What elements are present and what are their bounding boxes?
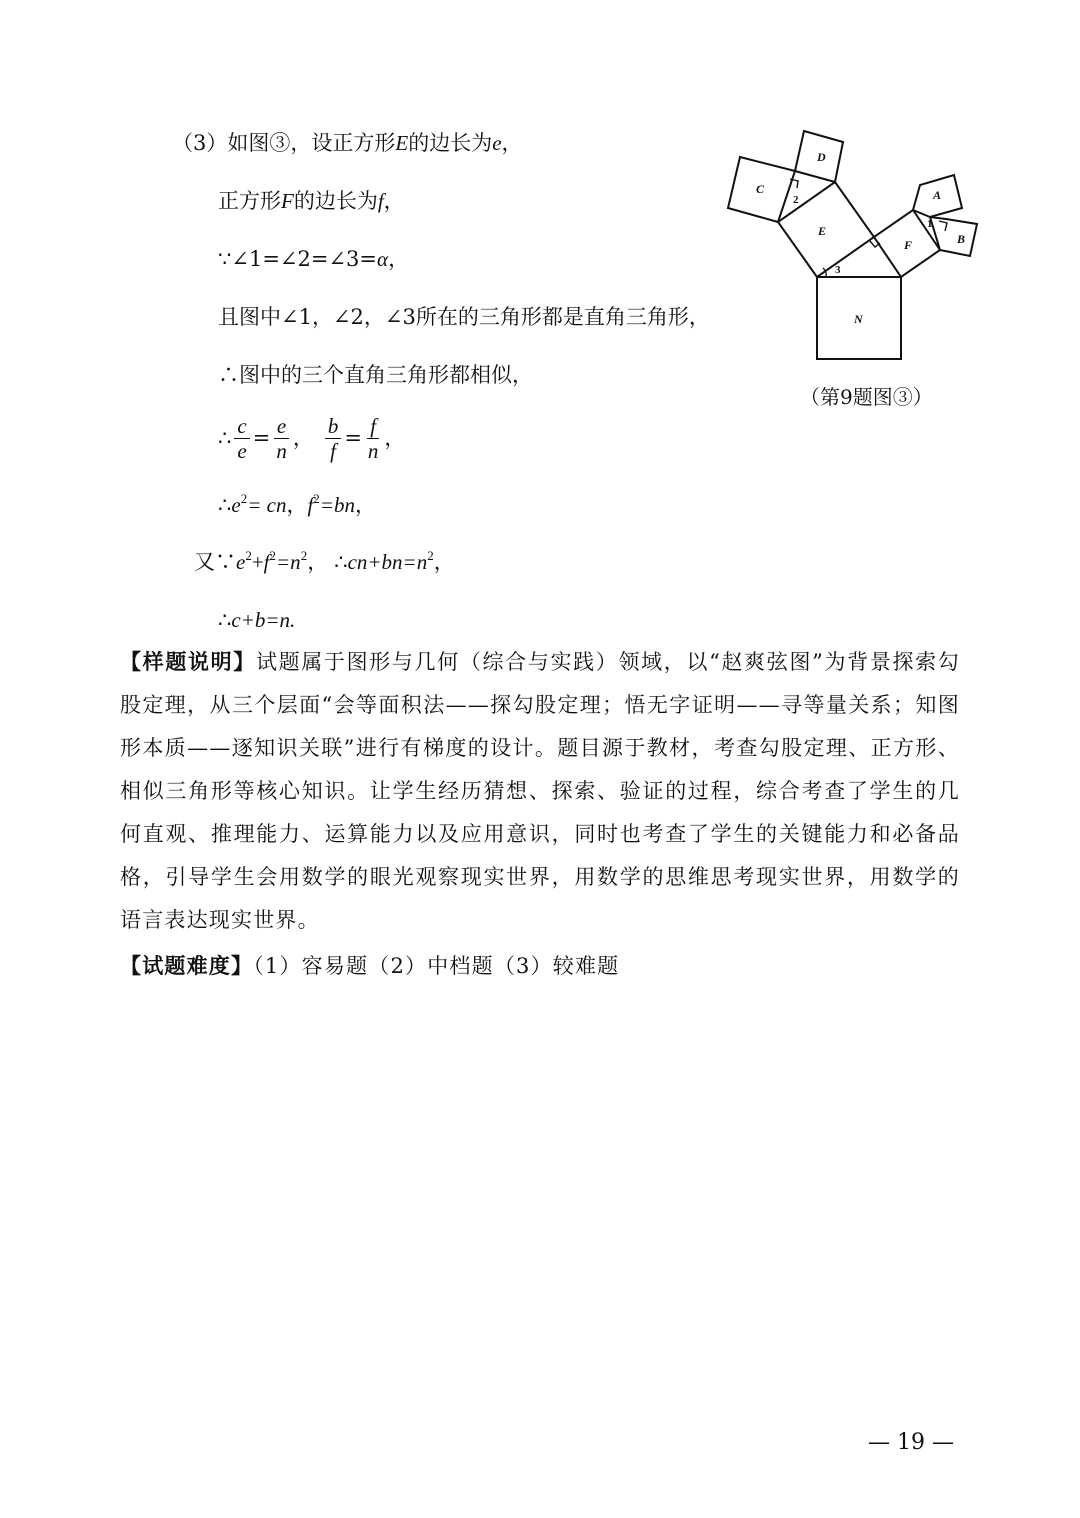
fraction-e-over-n: $\frac{e}{n}$: [273, 414, 290, 463]
sample-note-title: 【样题说明】: [120, 650, 256, 674]
difficulty-text: （1）容易题（2）中档题（3）较难题: [253, 954, 620, 978]
sample-note-paragraph: [120, 641, 960, 942]
label-e: E: [818, 224, 827, 238]
solution-line-9: ∴c+b=n.: [218, 608, 296, 632]
solution-line-5: ∴图中的三个直角三角形都相似，: [218, 363, 533, 387]
solution-line-7: $\therefore e^2=$ cn，$f^2=bn$，: [218, 491, 376, 517]
figure-caption: （第9题图③）: [800, 385, 933, 409]
fraction-c-over-e: $\frac{c}{e}$: [234, 414, 249, 463]
angle-label-1: 1: [927, 218, 933, 230]
solution-line-6-proportions: ∴ $\frac{c}{e}$ = $\frac{e}{n}$ ， $\frac{b}{f}$ = $\frac{f}{n}$ ，: [218, 413, 406, 463]
solution-line-1: （3）如图③，设正方形E的边长为e，: [172, 131, 523, 155]
solution-line-2: 正方形F的边长为f，: [218, 189, 405, 213]
label-d: D: [817, 150, 826, 164]
page-number: — 19 —: [868, 1430, 954, 1455]
geometry-figure: [720, 125, 990, 370]
square-b: [930, 217, 977, 256]
label-b: B: [957, 232, 966, 246]
difficulty-paragraph: [120, 945, 960, 988]
fraction-f-over-n: $\frac{f}{n}$: [367, 413, 379, 463]
angle-label-3: 3: [835, 264, 841, 276]
difficulty-title: 【试题难度】: [120, 954, 254, 978]
fraction-b-over-f: $\frac{b}{f}$: [325, 414, 342, 463]
right-angle-mark-b: [939, 221, 947, 231]
sample-note-text: 试题属于图形与几何（综合与实践）领域，以“赵爽弦图”为背景探索勾股定理，从三个层面“会等面积法——探勾股定理；悟无字证明——寻等量关系；知图形本质——逐知识关联”进行有梯度的设计。题目源于教材，考查勾股定理、正方形、相似三角形等核心知识。让学生经历猜想、探索、验证的过程，综合考查了学生的几何直观、推理能力、运算能力以及应用意识，同时也考查了学生的关键能力和必备品格，引导学生会用数学的眼光观察现实世界，用数学的思维思考现实世界，用数学的语言表达现实世界。: [120, 650, 960, 932]
solution-line-4: 且图中∠1，∠2，∠3所在的三角形都是直角三角形，: [218, 305, 710, 329]
solution-line-8: 又$\because e^2+f^2=n^2$， $\therefore cn+bn=n^2$，: [194, 548, 455, 574]
label-a: A: [933, 188, 942, 202]
solution-line-3: ∵∠1=∠2=∠3=α，: [218, 247, 410, 271]
label-n: N: [854, 312, 863, 326]
label-c: C: [756, 182, 765, 196]
angle-label-2: 2: [793, 194, 799, 206]
label-f: F: [904, 238, 913, 252]
